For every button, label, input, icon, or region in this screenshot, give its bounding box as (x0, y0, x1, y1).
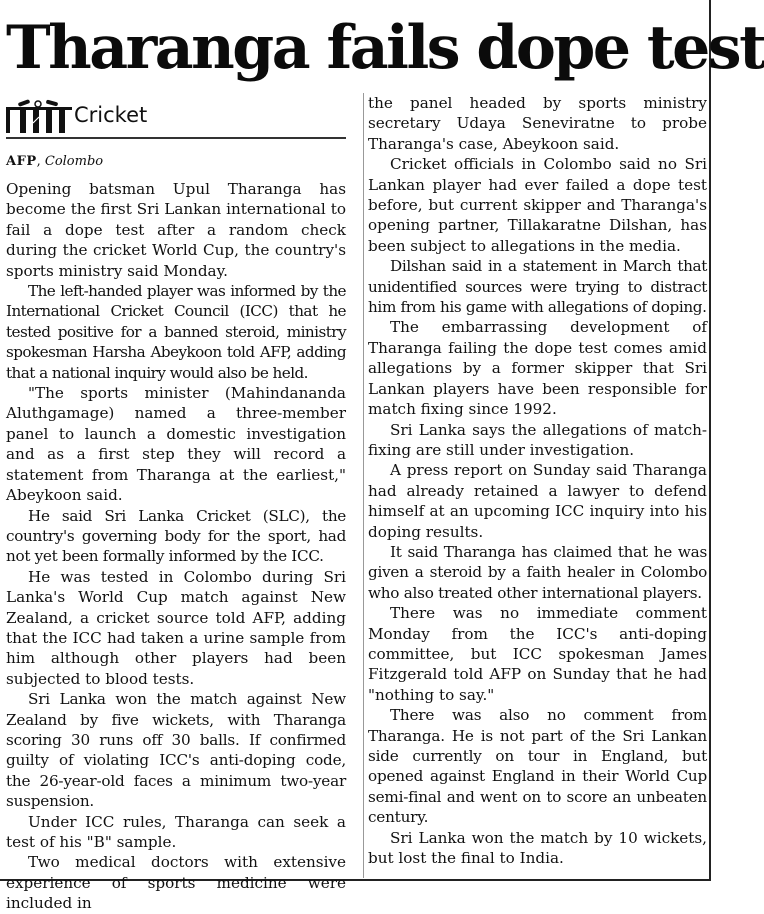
cricket-stumps-icon (6, 99, 72, 133)
byline (6, 153, 346, 171)
paragraph: He said Sri Lanka Cricket (SLC), the country's governing body for the sport, had not yet been formally informed by the ICC. (6, 506, 346, 566)
paragraph: It said Tharanga has claimed that he was given a steroid by a faith healer in Colombo who also treated other international players. (368, 542, 707, 602)
paragraph: the panel headed by sports ministry secretary Udaya Seneviratne to probe Tharanga's case, Abeykoon said. (368, 94, 707, 153)
byline-separator: , (36, 154, 41, 169)
paragraph: There was also no comment from Tharanga. He is not part of the Sri Lankan side currently on tour in England, but opened against England in their World Cup semi-final and went on to score an unbeaten century. (368, 706, 707, 827)
paragraph: Two medical doctors with extensive experience of sports medicine were included in (6, 853, 346, 913)
paragraph: A press report on Sunday said Tharanga had already retained a lawyer to defend himself at an upcoming ICC inquiry into his doping results. (368, 461, 707, 541)
right-column (368, 93, 707, 883)
byline-agency: AFP (6, 154, 37, 169)
paragraph: Cricket officials in Colombo said no Sri Lankan player had ever failed a dope test before, but current skipper and Tharanga's opening partner, Tillakaratne Dilshan, has been subject to allegations in the media. (368, 155, 707, 255)
paragraph: Sri Lanka says the allegations of match-fixing are still under investigation. (368, 420, 707, 459)
paragraph: Sri Lanka won the match against New Zealand by five wickets, with Tharanga scoring 30 runs off 30 balls. If confirmed guilty of violating ICC's anti-doping code, the 26-year-old faces a minimum two-year suspension. (6, 690, 346, 811)
paragraph: The left-handed player was informed by the International Cricket Council (ICC) that he tested positive for a banned steroid, ministry spokesman Harsha Abeykoon told AFP, adding that a national inquiry would also be held. (6, 282, 346, 382)
paragraph: Under ICC rules, Tharanga can seek a test of his "B" sample. (6, 812, 346, 851)
paragraph: The embarrassing development of Tharanga failing the dope test comes amid allegations by a former skipper that Sri Lankan players have been responsible for match fixing since 1992. (368, 318, 707, 419)
section-header (6, 93, 346, 133)
paragraph: Sri Lanka won the match by 10 wickets, but lost the final to India. (368, 828, 707, 868)
left-column (6, 93, 346, 913)
section-rule (6, 137, 346, 139)
byline-location: Colombo (44, 154, 104, 169)
headline: Tharanga fails dope test (6, 13, 764, 83)
section-label: Cricket (74, 103, 148, 127)
paragraph: "The sports minister (Mahindananda Aluthgamage) named a three-member panel to launch a domestic investigation and as a first step they will record a statement from Tharanga at the earliest," Abeykoon said. (6, 384, 346, 505)
paragraph: Opening batsman Upul Tharanga has become the first Sri Lankan international to fail a dope test after a random check during the cricket World Cup, the country's sports ministry said Monday. (6, 180, 346, 280)
paragraph: There was no immediate comment Monday from the ICC's anti-doping committee, but ICC spokesman James Fitzgerald told AFP on Sunday that he had "nothing to say." (368, 604, 707, 704)
paragraph: He was tested in Colombo during Sri Lanka's World Cup match against New Zealand, a cricket source told AFP, adding that the ICC had taken a urine sample from him although other players had been subjected to blood tests. (6, 567, 346, 688)
column-divider (363, 93, 364, 878)
paragraph: Dilshan said in a statement in March that unidentified sources were trying to distract him from his game with allegations of doping. (368, 257, 707, 317)
